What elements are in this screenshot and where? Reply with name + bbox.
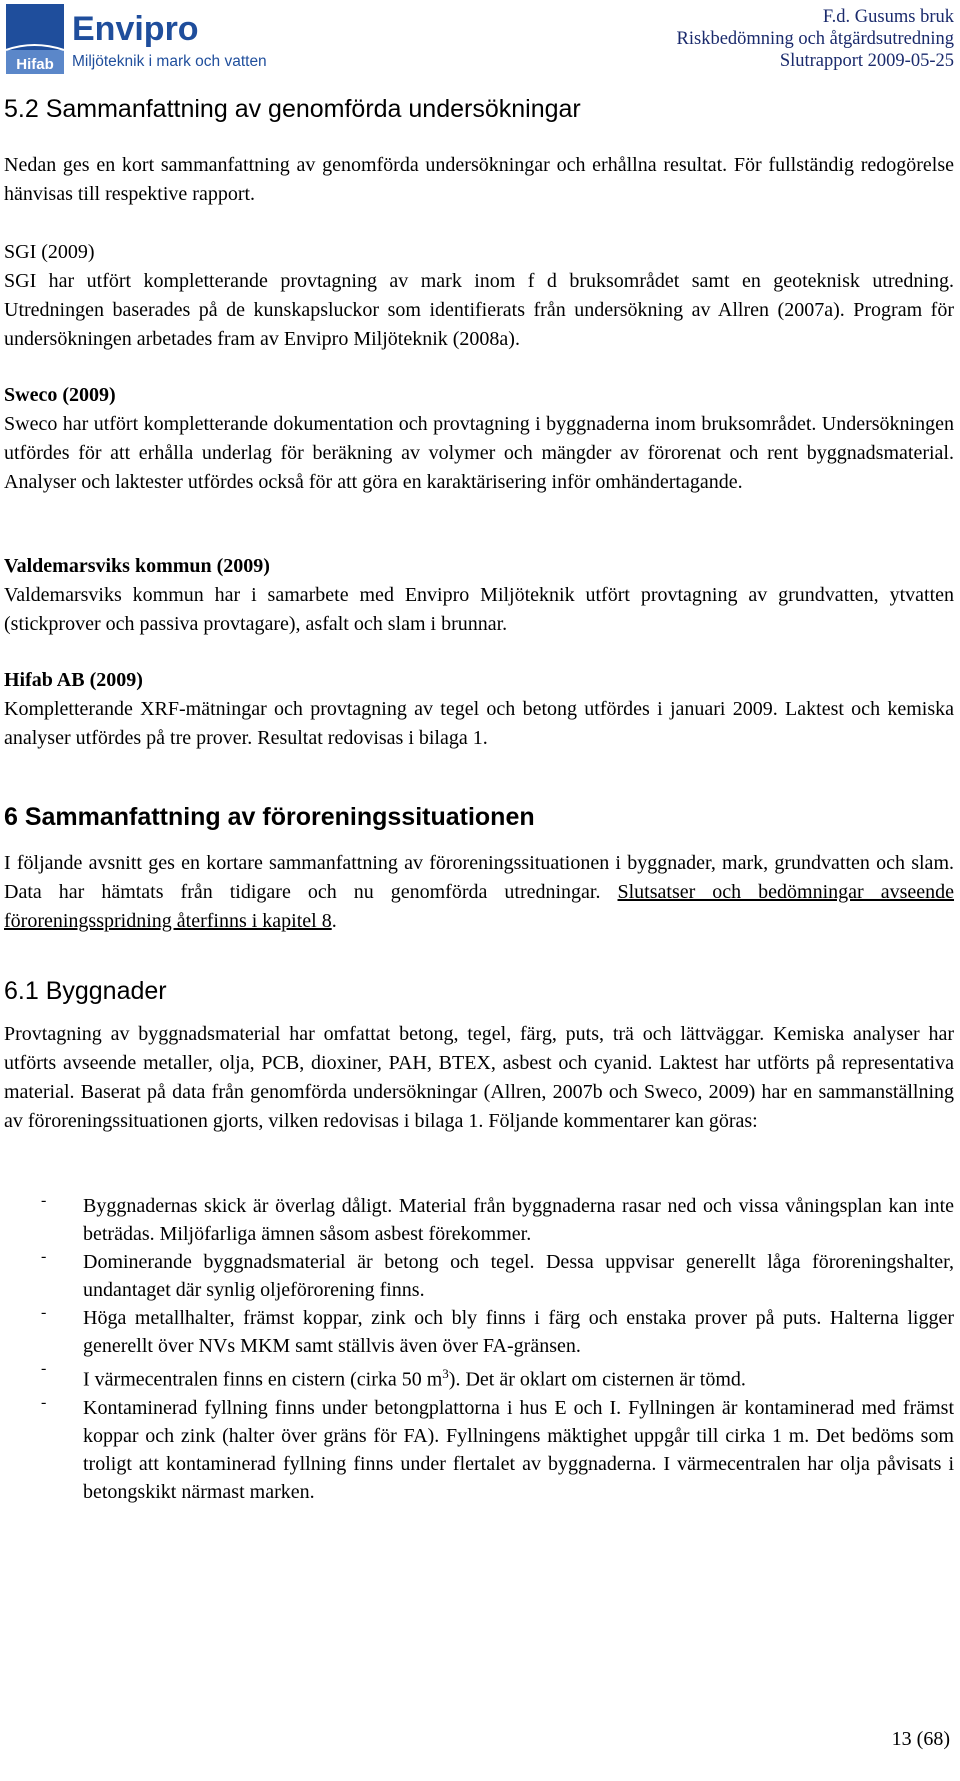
study-sweco xyxy=(4,381,954,497)
section-5-2 xyxy=(4,94,954,124)
section-heading: 5.2 Sammanfattning av genomförda undersökningar xyxy=(4,95,581,123)
chapter-8-link[interactable]: Slutsatser och bedömningar avseende föroreningsspridning återfinns i kapitel 8 xyxy=(4,881,955,932)
project-name: F.d. Gusums bruk xyxy=(822,7,954,27)
list-item-text: I värmecentralen finns en cistern (cirka 50 $m^3$). Det är oklart om cisternen är tömd. xyxy=(83,1366,746,1391)
page-number: 13 (68) xyxy=(891,1728,950,1750)
section-6-intro: I följande avsnitt ges en kortare sammanfattning av föroreningssituationen i byggnader, mark, grundvatten och slam. Data har hämtats från tidigare och nu genomförda utredningar. Slutsatser och bedömningar avseende föroreningsspridning återfinns i kapitel 8. xyxy=(4,852,955,932)
list-item: - Dominerande byggnadsmaterial är betong och tegel. Dessa uppvisar generellt låga föroreningshalter, undantaget där synlig oljeförorening finns. xyxy=(4,1248,954,1304)
study-text: Valdemarsviks kommun har i samarbete med Envipro Miljöteknik utfört provtagning av grundvatten, ytvatten (stickprover och passiva provtagare), asfalt och slam i brunnar. xyxy=(4,584,954,635)
list-item-text: Höga metallhalter, främst koppar, zink och bly finns i färg och enstaka prover på puts. Halterna ligger generellt över NVs MKM samt ställvis även över FA-gränsen. xyxy=(83,1307,954,1357)
list-item: - Kontaminerad fyllning finns under betongplattorna i hus E och I. Fyllningen är kontaminerad med främst koppar och zink (halter över gräns för FA). Fyllningens mäktighet uppgår till cirka 1 m. Det bedöms som troligt att kontaminerad fyllning finns under flertalet av byggnaderna. I värmecentralen har olja påvisats i betongskikt närmast marken. xyxy=(4,1394,954,1506)
section-5-2-intro xyxy=(4,151,954,209)
report-subtitle: Riskbedömning och åtgärdsutredning xyxy=(676,29,954,49)
list-item-text: Kontaminerad fyllning finns under betongplattorna i hus E och I. Fyllningen är kontaminerad med främst koppar och zink (halter över gräns för FA). Fyllningens mäktighet uppgår till cirka 1 m. Det bedöms som troligt att kontaminerad fyllning finns under flertalet av byggnaderna. I värmecentralen har olja påvisats i betongskikt närmast marken. xyxy=(83,1396,954,1503)
section-6-1 xyxy=(4,976,954,1006)
intro-paragraph: Nedan ges en kort sammanfattning av genomförda undersökningar och erhållna resultat. För fullständig redogörelse hänvisas till respektive rapport. xyxy=(4,154,954,205)
list-item: - Byggnadernas skick är överlag dåligt. Material från byggnaderna rasar ned och vissa våningsplan kan inte beträdas. Miljöfarliga ämnen såsom asbest förekommer. xyxy=(4,1192,954,1248)
study-title: SGI (2009) xyxy=(4,241,95,263)
list-item: - Höga metallhalter, främst koppar, zink och bly finns i färg och enstaka prover på puts. Halterna ligger generellt över NVs MKM samt ställvis även över FA-gränsen. xyxy=(4,1304,954,1360)
section-6-1-intro xyxy=(4,1020,954,1136)
logo-badge-text: Hifab xyxy=(16,56,54,73)
document-header xyxy=(677,6,954,72)
logo-tagline-text: Miljöteknik i mark och vatten xyxy=(72,53,267,70)
section-heading: 6 Sammanfattning av föroreningssituationen xyxy=(4,803,535,831)
bullet-list xyxy=(4,1192,954,1506)
section-6-text: I följande avsnitt ges en kortare sammanfattning av föroreningssituationen i byggnader, mark, grundvatten och slam. Data har hämtats från tidigare och nu genomförda utredningar. xyxy=(4,852,954,903)
section-6-1-text: Provtagning av byggnadsmaterial har omfattat betong, tegel, färg, puts, trä och lättväggar. Kemiska analyser har utförts avseende metaller, olja, PCB, dioxiner, PAH, BTEX, asbest och cyanid. Laktest har utförts på representativa material. Baserat på data från genomförda undersökningar (Allren, 2007b och Sweco, 2009) har en sammanställning av föroreningssituationen gjorts, vilken redovisas i bilaga 1. Följande kommentarer kan göras: xyxy=(4,1023,954,1132)
study-title: Hifab AB (2009) xyxy=(4,669,143,691)
study-text: Sweco har utfört kompletterande dokumentation och provtagning i byggnaderna inom bruksområdet. Undersökningen utfördes för att erhålla underlag för beräkning av volymer och mängder av förorenat och rent byggnadsmaterial. Analyser och laktester utfördes också för att göra en karaktärisering inför omhändertagande. xyxy=(4,413,954,493)
study-text: Kompletterande XRF-mätningar och provtagning av tegel och betong utfördes i januari 2009. Laktest och kemiska analyser utfördes på tre prover. Resultat redovisas i bilaga 1. xyxy=(4,698,954,749)
report-status-date: Slutrapport 2009-05-25 xyxy=(779,51,954,71)
study-title: Valdemarsviks kommun (2009) xyxy=(4,555,270,577)
list-item: - I värmecentralen finns en cistern (cirka 50 $m^3$). Det är oklart om cisternen är tömd. xyxy=(4,1360,954,1394)
study-hifab xyxy=(4,666,954,753)
study-text: SGI har utfört kompletterande provtagning av mark inom f d bruksområdet samt en geoteknisk utredning. Utredningen baserades på de kunskapsluckor som identifierats från undersökning av Allren (2007a). Program för undersökningen arbetades fram av Envipro Miljöteknik (2008a). xyxy=(4,270,954,350)
study-sgi xyxy=(4,238,954,354)
study-title: Sweco (2009) xyxy=(4,384,116,406)
section-heading: 6.1 Byggnader xyxy=(4,977,167,1005)
envipro-logo xyxy=(4,2,280,78)
logo-brand-text: Envipro xyxy=(72,10,199,48)
list-item-text: Byggnadernas skick är överlag dåligt. Material från byggnaderna rasar ned och vissa våningsplan kan inte beträdas. Miljöfarliga ämnen såsom asbest förekommer. xyxy=(83,1195,954,1245)
section-6 xyxy=(4,802,954,832)
list-item-text: Dominerande byggnadsmaterial är betong och tegel. Dessa uppvisar generellt låga föroreningshalter, undantaget där synlig oljeförorening finns. xyxy=(83,1251,954,1301)
study-valdemarsviks xyxy=(4,552,954,639)
